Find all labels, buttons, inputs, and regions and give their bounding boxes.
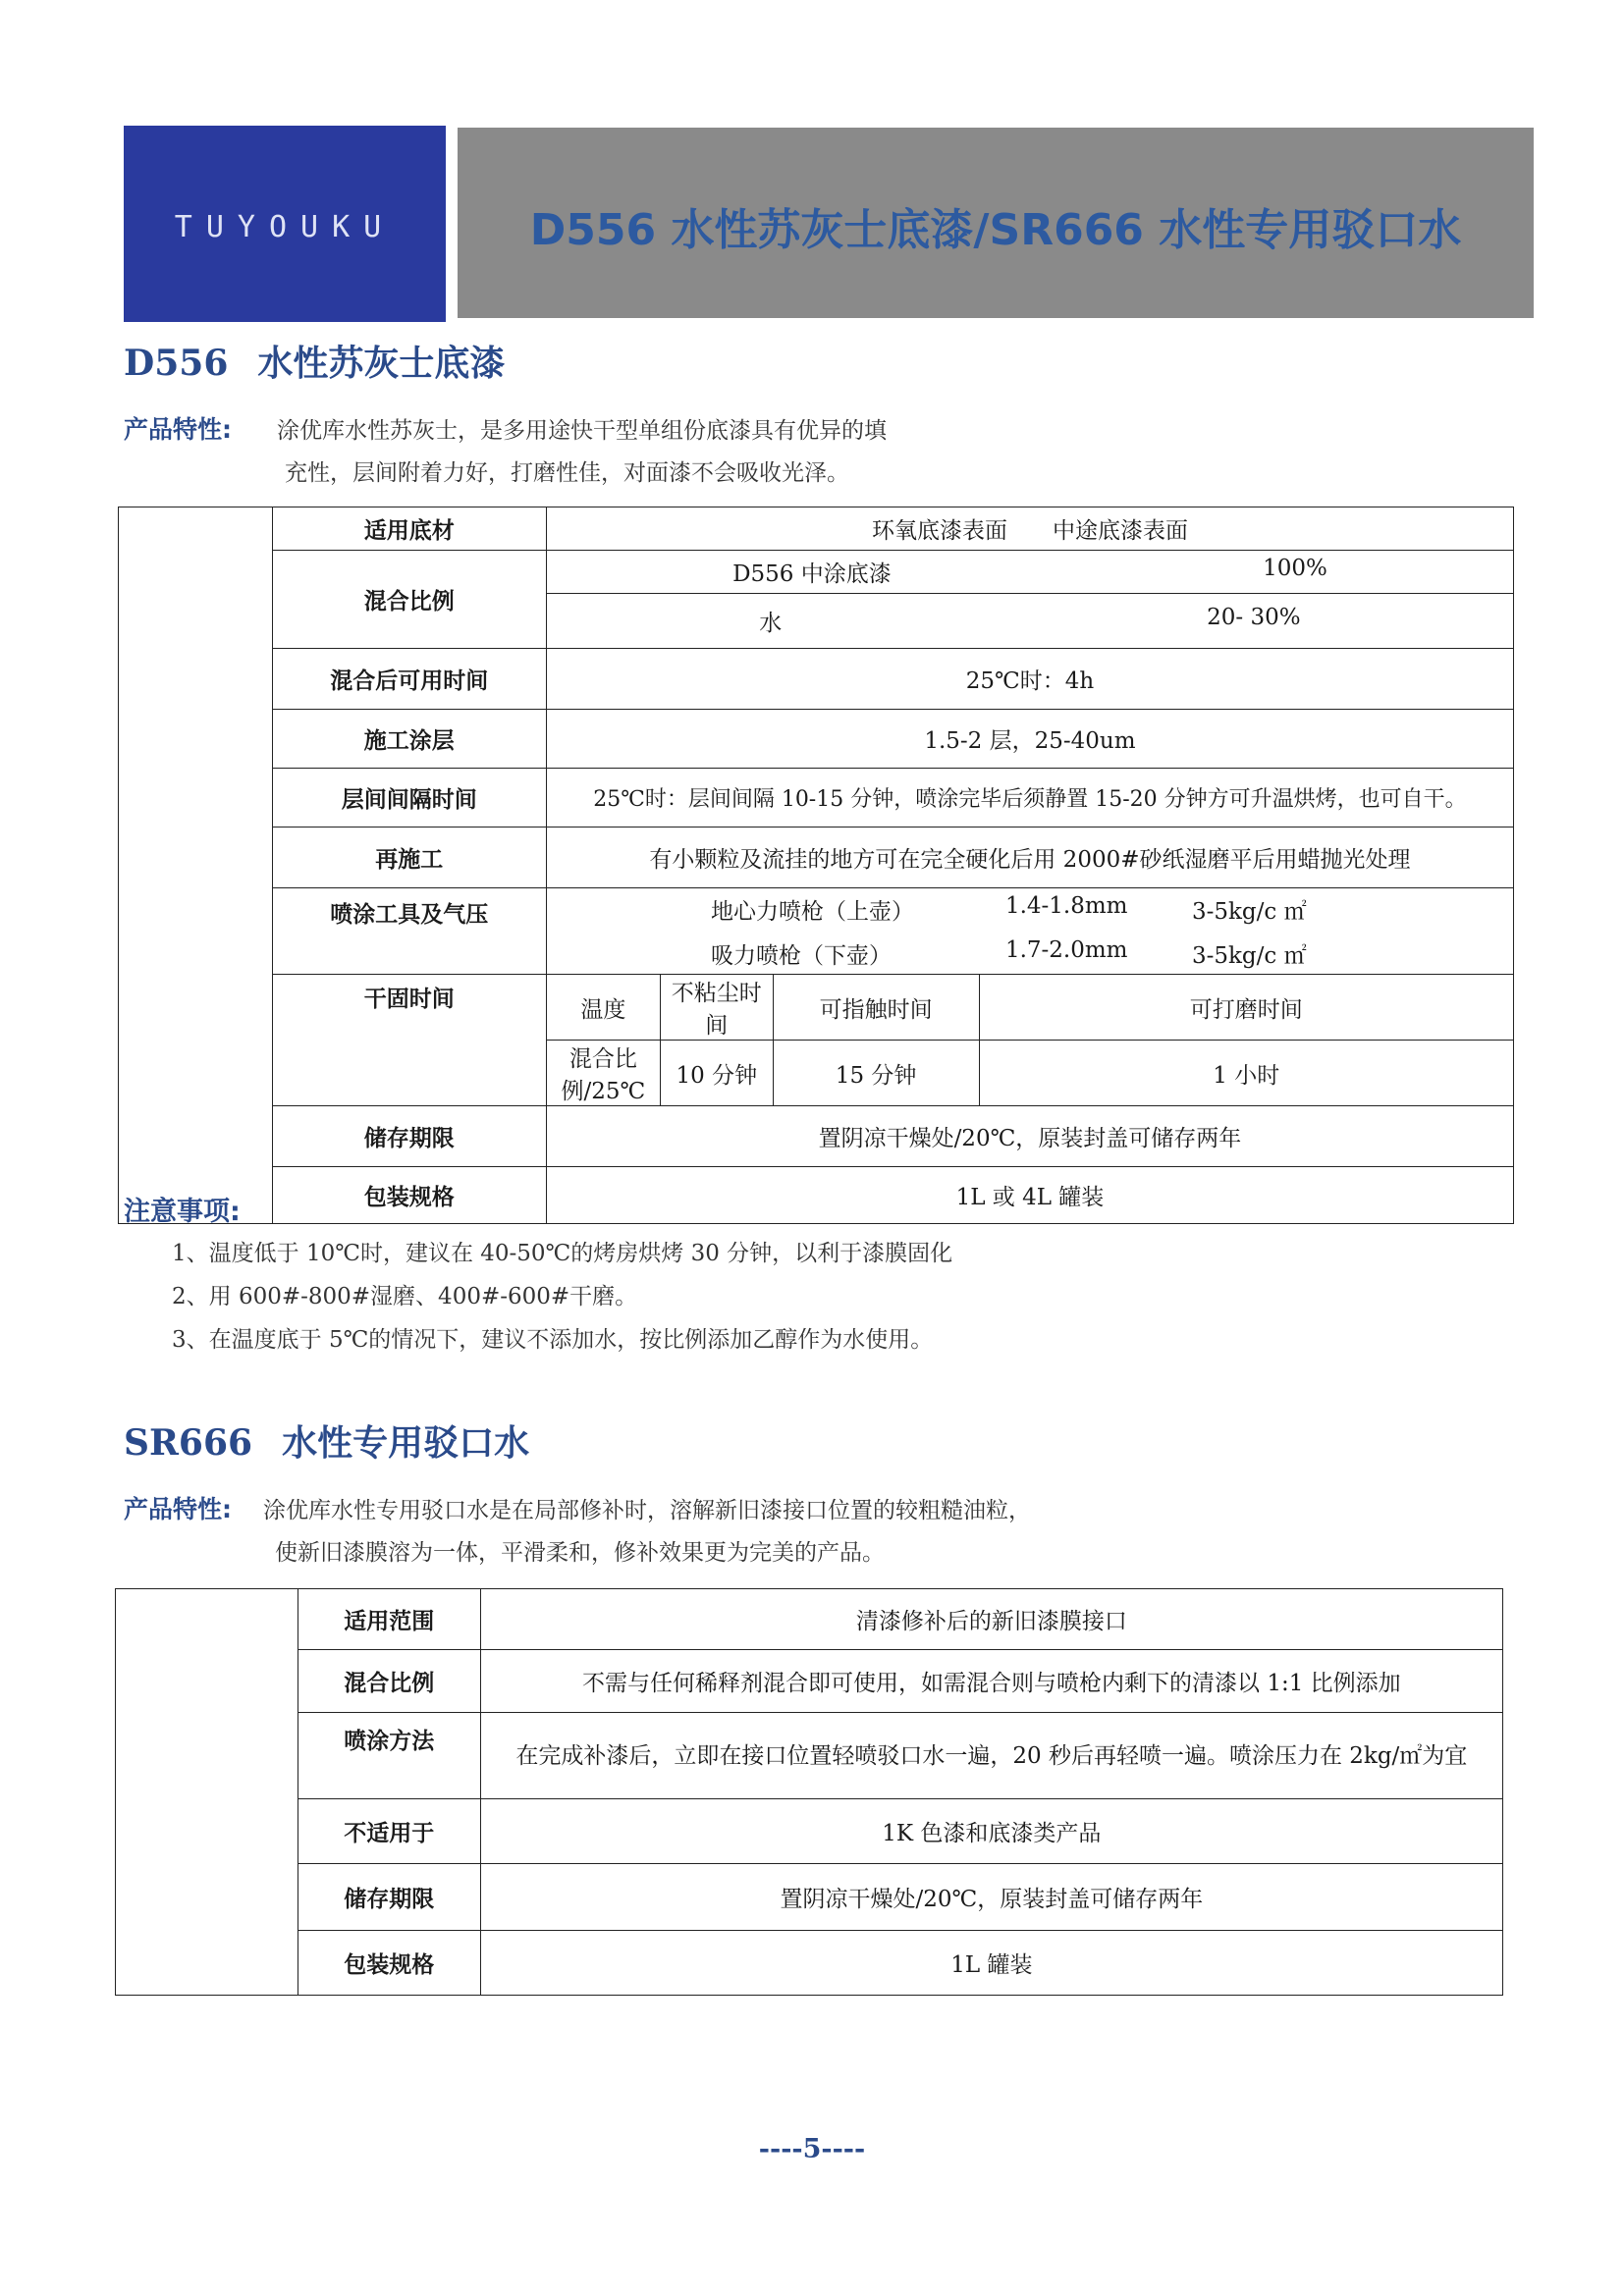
table1-blank-column	[119, 507, 273, 1224]
row-label-scope: 适用范围	[298, 1589, 480, 1650]
dry-header-temp: 温度	[546, 975, 660, 1041]
dry-header-sand: 可打磨时间	[979, 975, 1513, 1041]
note-item-1: 1、温度低于 10℃时，建议在 40-50℃的烤房烘烤 30 分钟，以利于漆膜固化	[172, 1241, 953, 1266]
spec-table-sr666	[115, 1588, 1503, 1996]
section1-feature-label: 产品特性:	[124, 415, 232, 444]
dry-header-dustfree: 不粘尘时间	[660, 975, 773, 1041]
section2-heading	[124, 1415, 529, 1466]
spec-table-d556	[118, 507, 1514, 1224]
row-label-unsuitable: 不适用于	[298, 1799, 480, 1864]
dry-value-dustfree: 10 分钟	[660, 1041, 773, 1106]
mix-item2: 水	[759, 611, 783, 636]
row-value-interval: 25℃时：层间间隔 10-15 分钟，喷涂完毕后须静置 15-20 分钟方可升温烘烤，也可自干。	[546, 769, 1513, 828]
section1-code: D556	[124, 343, 229, 384]
row-value-unsuitable: 1K 色漆和底漆类产品	[480, 1799, 1502, 1864]
section1-heading	[124, 336, 505, 386]
note-item-2: 2、用 600#-800#湿磨、400#-600#干磨。	[172, 1284, 638, 1309]
section1-feature-line2: 充性，层间附着力好，打磨性佳，对面漆不会吸收光泽。	[285, 460, 849, 486]
row-label-interval: 层间间隔时间	[272, 769, 546, 828]
row-value-coats: 1.5-2 层，25-40um	[546, 710, 1513, 769]
spray-gun2: 吸力喷枪（下壶）	[710, 942, 892, 969]
mix-val1: 100%	[1263, 556, 1327, 581]
dry-value-touch: 15 分钟	[773, 1041, 979, 1106]
mix-item1: D556 中涂底漆	[732, 561, 892, 587]
spray-gun1: 地心力喷枪（上壶）	[710, 898, 914, 925]
row-label-storage2: 储存期限	[298, 1864, 480, 1931]
section2-name: 水性专用驳口水	[282, 1423, 530, 1464]
row-label-package2: 包装规格	[298, 1931, 480, 1996]
row-value-storage2: 置阴凉干燥处/20℃，原装封盖可储存两年	[480, 1864, 1502, 1931]
row-label-package: 包装规格	[272, 1167, 546, 1224]
section2-feature-line1: 涂优库水性专用驳口水是在局部修补时，溶解新旧漆接口位置的较粗糙油粒，	[263, 1498, 1031, 1523]
dry-header-touch: 可指触时间	[773, 975, 979, 1041]
row-label-coats: 施工涂层	[272, 710, 546, 769]
section1-feature-line1: 涂优库水性苏灰士，是多用途快干型单组份底漆具有优异的填	[277, 418, 887, 444]
row-label-mix2: 混合比例	[298, 1650, 480, 1713]
row-label-mix: 混合比例	[272, 551, 546, 649]
section2-feature-line2: 使新旧漆膜溶为一体，平滑柔和，修补效果更为完美的产品。	[275, 1540, 885, 1566]
mix-row2	[546, 594, 1513, 649]
row-value-storage: 置阴凉干燥处/20℃，原装封盖可储存两年	[546, 1106, 1513, 1167]
spray-nozzle1: 1.4-1.8mm	[1004, 892, 1128, 919]
row-label-dry: 干固时间	[272, 975, 546, 1106]
dry-value-sand: 1 小时	[979, 1041, 1513, 1106]
spray-pressure2: 3-5kg/c ㎡	[1191, 942, 1307, 969]
table2-blank-column	[116, 1589, 298, 1996]
dry-value-temp: 混合比例/25℃	[546, 1041, 660, 1106]
mix-row1	[546, 551, 1513, 594]
row-value-recoat: 有小颗粒及流挂的地方可在完全硬化后用 2000#砂纸湿磨平后用蜡抛光处理	[546, 828, 1513, 888]
row-label-spray: 喷涂工具及气压	[272, 888, 546, 975]
row-label-potlife: 混合后可用时间	[272, 649, 546, 710]
row-value-method: 在完成补漆后，立即在接口位置轻喷驳口水一遍，20 秒后再轻喷一遍。喷涂压力在 2kg/㎡为宜	[480, 1713, 1502, 1799]
page-title: D556 水性苏灰士底漆/SR666 水性专用驳口水	[529, 205, 1462, 255]
note-item-3: 3、在温度底于 5℃的情况下，建议不添加水，按比例添加乙醇作为水使用。	[172, 1327, 934, 1353]
row-value-scope: 清漆修补后的新旧漆膜接口	[480, 1589, 1502, 1650]
row-value-substrate: 环氧底漆表面 中途底漆表面	[546, 507, 1513, 551]
row-value-mix2: 不需与任何稀释剂混合即可使用，如需混合则与喷枪内剩下的清漆以 1:1 比例添加	[480, 1650, 1502, 1713]
row-value-package2: 1L 罐装	[480, 1931, 1502, 1996]
notes-title: 注意事项:	[124, 1197, 241, 1227]
row-label-recoat: 再施工	[272, 828, 546, 888]
row-label-storage: 储存期限	[272, 1106, 546, 1167]
row-label-substrate: 适用底材	[272, 507, 546, 551]
spray-pressure1: 3-5kg/c ㎡	[1191, 898, 1307, 925]
row-label-method: 喷涂方法	[298, 1713, 480, 1799]
section2-feature-label: 产品特性:	[124, 1495, 232, 1523]
spray-nozzle2: 1.7-2.0mm	[1004, 936, 1128, 963]
row-value-potlife: 25℃时：4h	[546, 649, 1513, 710]
section2-code: SR666	[124, 1422, 253, 1464]
mix-val2: 20- 30%	[1207, 605, 1301, 630]
row-value-spray	[546, 888, 1513, 975]
page-number: ----5----	[758, 2134, 866, 2164]
logo	[124, 126, 446, 322]
row-value-package: 1L 或 4L 罐装	[546, 1167, 1513, 1224]
section1-name: 水性苏灰士底漆	[257, 344, 506, 384]
logo-text: TUYOUKU	[174, 210, 396, 244]
header-banner	[458, 128, 1534, 318]
